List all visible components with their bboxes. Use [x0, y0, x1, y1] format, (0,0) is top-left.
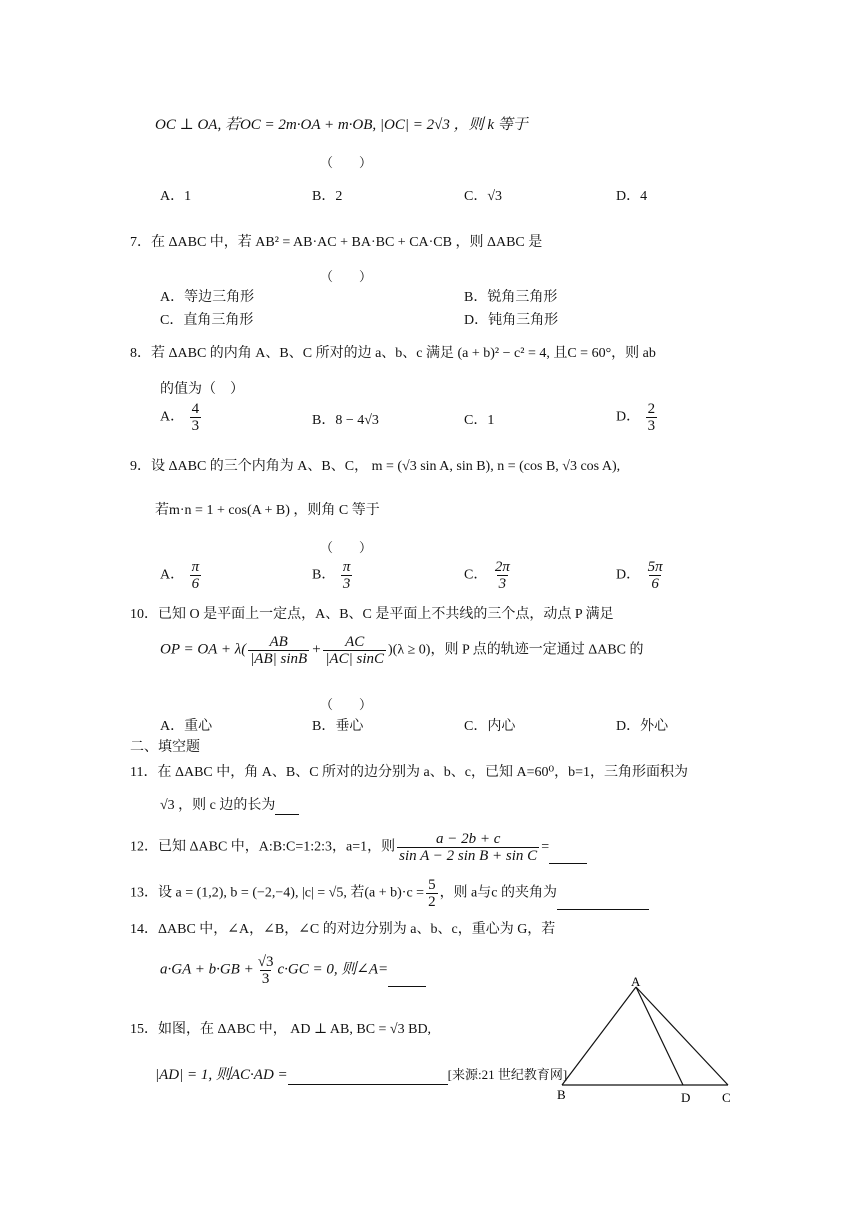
q8-option-d-label: D．: [616, 409, 641, 425]
label-c: C: [722, 1090, 731, 1105]
q14-stem: 14．ΔABC 中，∠A，∠B，∠C 的对边分别为 a、b、c，重心为 G，若: [130, 922, 556, 937]
q9-option-a-label: A．: [160, 567, 185, 583]
q6-option-c: C．√3: [464, 189, 503, 204]
q9-option-b: [312, 559, 354, 592]
q8-option-a: [160, 401, 203, 434]
q7-answer-paren: （ ）: [320, 269, 373, 284]
q8-option-d-den: 3: [647, 418, 656, 434]
q9-option-b-den: 3: [342, 576, 351, 592]
q14-expression: [160, 954, 426, 987]
q9-stem-continued: 若m·n = 1 + cos(A + B) ，则角 C 等于: [155, 503, 380, 518]
q9-option-b-label: B．: [312, 567, 336, 583]
q7-stem: 7．在 ΔABC 中，若 AB² = AB·AC + BA·BC + CA·CB ，则 ΔABC 是: [130, 235, 543, 250]
q11-answer-blank[interactable]: [275, 800, 299, 815]
q6-answer-paren: （ ）: [320, 155, 373, 170]
q12-answer-blank[interactable]: [549, 849, 587, 864]
q8-option-a-label: A．: [160, 409, 185, 425]
q9-option-a: [160, 559, 203, 592]
q13-fraction-num: 5: [428, 877, 436, 893]
q10-option-c: C．内心: [464, 719, 516, 734]
q10-option-a: A．重心: [160, 719, 213, 734]
q10-option-b: B．垂心: [312, 719, 364, 734]
q13-prefix: 13．设 a = (1,2), b = (−2,−4), |c| = √5, 若(a + b)·c =: [130, 885, 425, 901]
q11-stem2-text: √3 ，则 c 边的长为: [160, 798, 276, 813]
q10-frac2-num: AC: [345, 634, 365, 650]
q7-option-b: B．锐角三角形: [464, 290, 558, 305]
q8-option-c: C．1: [464, 413, 495, 428]
q12-fraction-num: a − 2b + c: [435, 831, 501, 847]
q9-option-c-den: 3: [498, 576, 507, 592]
q6-stem: OC ⊥ OA, 若OC = 2m·OA + m·OB, |OC| = 2√3 ，则 k 等于: [155, 117, 528, 133]
q6-option-d: D．4: [616, 189, 648, 204]
q7-option-a: A．等边三角形: [160, 290, 255, 305]
q10-answer-paren: （ ）: [320, 697, 373, 712]
q9-option-c-num: 2π: [494, 559, 510, 575]
q9-option-c: [464, 559, 514, 592]
triangle-figure: [550, 970, 750, 1110]
q10-frac2-den: |AC| sinC: [325, 651, 384, 667]
label-b: B: [557, 1087, 566, 1102]
q8-option-b: B．8 − 4√3: [312, 413, 379, 428]
q8-stem-continued: 的值为（ ）: [160, 382, 244, 397]
q6-option-a: A．1: [160, 189, 192, 204]
q9-stem: 9．设 ΔABC 的三个内角为 A、B、C， m = (√3 sin A, sin B), n = (cos B, √3 cos A),: [130, 459, 621, 474]
q10-stem: 10．已知 O 是平面上一定点，A、B、C 是平面上不共线的三个点，动点 P 满足: [130, 607, 614, 622]
q9-option-d-den: 6: [651, 576, 659, 592]
q7-option-d: D．钝角三角形: [464, 313, 559, 328]
q10-frac1-den: |AB| sinB: [250, 651, 308, 667]
q9-option-d-num: 5π: [647, 559, 663, 575]
q13-suffix: ，则 a与c 的夹角为: [439, 885, 557, 901]
q11-stem-continued: [160, 797, 299, 815]
q11-stem: 11．在 ΔABC 中，角 A、B、C 所对的边分别为 a、b、c，已知 A=60⁰，b=1，三角形面积为: [130, 765, 688, 780]
section-fill-in-blank-heading: 二、填空题: [130, 740, 200, 755]
label-d: D: [681, 1090, 691, 1105]
q7-option-c: C．直角三角形: [160, 313, 254, 328]
q14-expr-suffix: c·GC = 0, 则∠A=: [277, 961, 389, 978]
q8-stem: 8．若 ΔABC 的内角 A、B、C 所对的边 a、b、c 满足 (a + b)² − c² = 4, 且C = 60°，则 ab: [130, 346, 656, 361]
q9-answer-paren: （ ）: [320, 540, 373, 555]
q9-option-d: [616, 559, 667, 592]
q9-option-a-den: 6: [191, 576, 200, 592]
q10-option-d: D．外心: [616, 719, 669, 734]
segment-ad: [636, 987, 683, 1085]
q10-expr-right: )(λ ≥ 0)，则 P 点的轨迹一定通过 ΔABC 的: [388, 642, 644, 658]
q10-expr-left: OP = OA + λ(: [160, 641, 247, 658]
q14-answer-blank[interactable]: [388, 972, 426, 987]
q8-option-a-den: 3: [191, 418, 200, 434]
q8-option-d: [616, 401, 659, 434]
q15-stem: 15．如图，在 ΔABC 中， AD ⊥ AB, BC = √3 BD,: [130, 1022, 432, 1037]
edge-ac: [636, 987, 728, 1085]
q9-option-b-num: π: [342, 559, 351, 575]
q9-option-d-label: D．: [616, 567, 641, 583]
q12-stem: [130, 831, 587, 864]
q15-answer-blank[interactable]: [288, 1070, 448, 1085]
q13-answer-blank[interactable]: [557, 895, 649, 910]
q15-stem-continued: [155, 1066, 567, 1085]
q13-stem: [130, 877, 649, 910]
q6-option-b: B．2: [312, 189, 343, 204]
q14-fraction-den: 3: [261, 971, 270, 987]
q12-suffix: =: [541, 839, 550, 855]
q8-option-d-num: 2: [647, 401, 656, 417]
q8-option-a-num: 4: [191, 401, 200, 417]
label-a: A: [631, 974, 641, 989]
q14-fraction-num: √3: [257, 954, 274, 970]
q12-fraction-den: sin A − 2 sin B + sin C: [399, 848, 538, 864]
q10-frac1-num: AB: [269, 634, 288, 650]
q10-plus: +: [311, 641, 322, 658]
q15-source-note: [来源:21 世纪教育网]: [447, 1067, 568, 1082]
q13-fraction-den: 2: [428, 894, 436, 910]
q14-expr-prefix: a·GA + b·GB +: [160, 961, 254, 978]
q15-stem2-text: |AD| = 1, 则AC·AD =: [155, 1067, 288, 1083]
edge-ab: [562, 987, 636, 1085]
q10-expression: [160, 634, 644, 667]
q9-option-a-num: π: [191, 559, 200, 575]
q12-prefix: 12．已知 ΔABC 中，A:B:C=1:2:3，a=1，则: [130, 839, 396, 855]
q9-option-c-label: C．: [464, 567, 488, 583]
